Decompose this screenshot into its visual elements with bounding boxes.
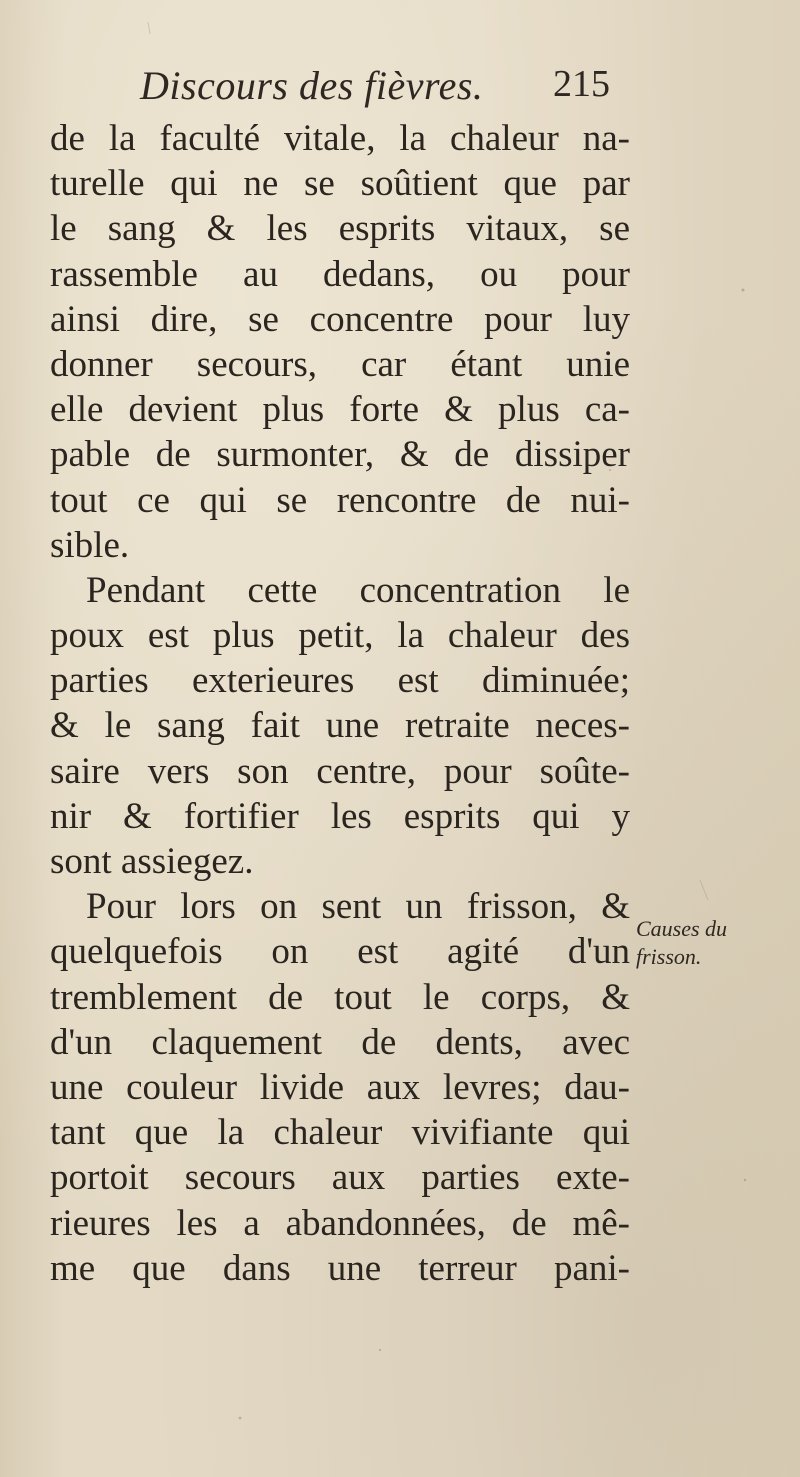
page-header <box>0 62 800 112</box>
text-line: portoit secours aux parties exte- <box>50 1157 630 1199</box>
paragraph <box>50 568 630 884</box>
text-line: & le sang fait une retraite neces- <box>50 705 630 747</box>
text-line: sible. <box>50 524 130 566</box>
text-line: ainsi dire, se concentre pour luy <box>50 298 630 340</box>
text-line: pable de surmonter, & de dissiper <box>50 434 630 476</box>
text-line: une couleur livide aux levres; dau- <box>50 1066 630 1108</box>
text-line: sont assiegez. <box>50 841 254 882</box>
text-line: de la faculté vitale, la chaleur na- <box>50 118 630 159</box>
margin-note-line: Causes du <box>636 916 728 941</box>
page-number: 215 <box>553 63 610 105</box>
text-line: Pendant cette concentration le <box>86 569 630 611</box>
text-line: d'un claquement de dents, avec <box>50 1021 630 1063</box>
text-line: Pour lors on sent un frisson, & <box>86 886 630 928</box>
text-line: elle devient plus forte & plus ca- <box>50 389 630 431</box>
running-title: Discours des fièvres. <box>140 63 484 108</box>
paragraph <box>50 116 630 568</box>
margin-note <box>636 915 786 971</box>
text-line: rieures les a abandonnées, de mê- <box>50 1202 630 1244</box>
body-text <box>50 116 630 1291</box>
paragraph <box>50 884 630 1291</box>
text-line: rassemble au dedans, ou pour <box>50 253 630 295</box>
text-line: saire vers son centre, pour soûte- <box>50 750 630 792</box>
text-line: tout ce qui se rencontre de nui- <box>50 479 630 521</box>
text-line: me que dans une terreur pani- <box>50 1247 630 1289</box>
margin-note-line: frisson. <box>636 944 702 969</box>
text-line: poux est plus petit, la chaleur des <box>50 615 630 657</box>
text-line: tremblement de tout le corps, & <box>50 976 630 1018</box>
text-line: nir & fortifier les esprits qui y <box>50 795 630 837</box>
text-line: quelquefois on est agité d'un <box>50 931 630 973</box>
text-line: parties exterieures est diminuée; <box>50 660 630 702</box>
text-line: tant que la chaleur vivifiante qui <box>50 1112 630 1154</box>
text-line: turelle qui ne se soûtient que par <box>50 163 630 205</box>
text-line: le sang & les esprits vitaux, se <box>50 208 630 250</box>
text-line: donner secours, car étant unie <box>50 343 630 385</box>
